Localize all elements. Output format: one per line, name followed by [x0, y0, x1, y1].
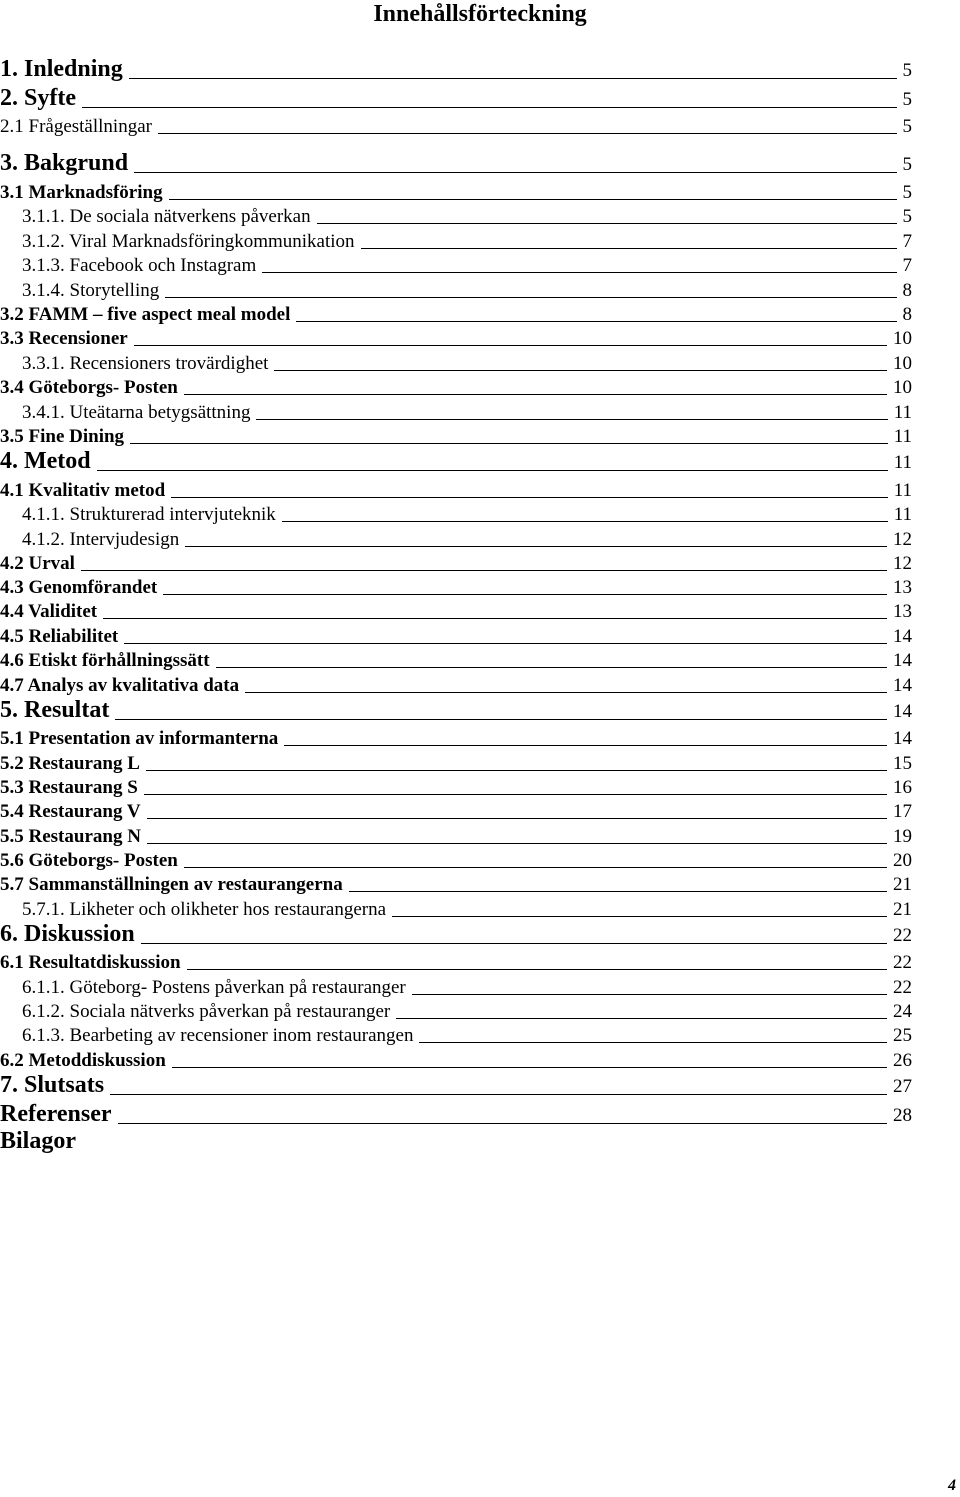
toc-entry[interactable]: [0, 348, 912, 374]
toc-leader-line: [158, 132, 897, 134]
toc-entry-page: 10: [893, 328, 912, 349]
toc-leader-line: [296, 320, 896, 322]
toc-entry[interactable]: [0, 177, 912, 203]
page-number: 4: [948, 1477, 956, 1494]
toc-entry[interactable]: [0, 596, 912, 622]
toc-entry-label: 4.1 Kvalitativ metod: [0, 480, 166, 501]
toc-leader-line: [124, 642, 887, 644]
toc-entry-page: 11: [893, 480, 912, 501]
toc-leader-line: [256, 418, 887, 420]
toc-leader-line: [172, 1066, 887, 1068]
toc-entry-label: 5.5 Restaurang N: [0, 826, 141, 847]
toc-entry-label: 3.4.1. Uteätarna betygsättning: [22, 402, 251, 423]
toc-entry[interactable]: [0, 548, 912, 574]
toc-leader-line: [171, 496, 888, 498]
toc-entry-label: 4.6 Etiskt förhållningssätt: [0, 650, 210, 671]
toc-entry[interactable]: [0, 947, 912, 973]
toc-entry[interactable]: [0, 796, 912, 822]
toc-leader-line: [274, 369, 887, 371]
toc-entry[interactable]: [0, 697, 912, 723]
toc-entry[interactable]: [0, 397, 912, 423]
toc-entry-page: 13: [893, 601, 912, 622]
toc-entry-page: 8: [902, 304, 912, 325]
toc-leader-line: [169, 198, 897, 200]
toc-leader-line: [419, 1041, 887, 1043]
toc-entry-page: 20: [893, 850, 912, 871]
toc-entry-bilagor[interactable]: Bilagor: [0, 1128, 76, 1154]
toc-entry-page: 25: [893, 1025, 912, 1046]
toc-entry-page: 7: [902, 255, 912, 276]
toc-entry-page: 27: [893, 1076, 912, 1097]
toc-leader-line: [141, 942, 887, 944]
toc-entry-label: 5.1 Presentation av informanterna: [0, 728, 279, 749]
toc-leader-line: [184, 866, 887, 868]
toc-entry-page: 10: [893, 377, 912, 398]
toc-entry-page: 5: [902, 116, 912, 137]
toc-entry-page: 5: [902, 60, 912, 81]
toc-entry[interactable]: [0, 1072, 912, 1098]
toc-entry-page: 14: [893, 728, 912, 749]
toc-entry-page: 11: [893, 426, 912, 447]
toc-entry-page: 11: [893, 504, 912, 525]
toc-leader-line: [262, 271, 896, 273]
toc-entry[interactable]: [0, 524, 912, 550]
toc-leader-line: [97, 469, 888, 471]
toc-entry[interactable]: [0, 299, 912, 325]
toc-entry-label: 5.7.1. Likheter och olikheter hos restaurangerna: [22, 899, 387, 920]
toc-leader-line: [115, 718, 887, 720]
toc-entry[interactable]: [0, 972, 912, 998]
toc-entry-label: 3.1 Marknadsföring: [0, 182, 163, 203]
toc-leader-line: [163, 593, 887, 595]
toc-entry[interactable]: [0, 748, 912, 774]
toc-leader-line: [349, 890, 887, 892]
toc-entry-label: 6. Diskussion: [0, 921, 135, 947]
toc-entry[interactable]: [0, 475, 912, 501]
toc-entry-label: 5.4 Restaurang V: [0, 801, 141, 822]
toc-entry[interactable]: [0, 869, 912, 895]
toc-leader-line: [82, 106, 897, 108]
toc-entry-label: 3.1.4. Storytelling: [22, 280, 160, 301]
toc-entry-label: 3. Bakgrund: [0, 150, 129, 176]
page-title: Innehållsförteckning: [373, 1, 587, 27]
toc-entry-page: 16: [893, 777, 912, 798]
toc-entry-page: 5: [902, 182, 912, 203]
toc-entry-label: 6.1 Resultatdiskussion: [0, 952, 181, 973]
toc-entry[interactable]: [0, 645, 912, 671]
toc-entry-label: 5.3 Restaurang S: [0, 777, 138, 798]
toc-entry[interactable]: [0, 111, 912, 137]
toc-entry-page: 7: [902, 231, 912, 252]
toc-entry-label: 3.1.2. Viral Marknadsföringkommunikation: [22, 231, 355, 252]
toc-entry[interactable]: [0, 421, 912, 447]
toc-leader-line: [317, 222, 897, 224]
toc-entry[interactable]: [0, 275, 912, 301]
toc-entry-page: 5: [902, 206, 912, 227]
toc-entry-label: 3.1.3. Facebook och Instagram: [22, 255, 257, 276]
toc-entry-page: 24: [893, 1001, 912, 1022]
toc-entry-label: 3.2 FAMM – five aspect meal model: [0, 304, 291, 325]
toc-entry-label: 5. Resultat: [0, 697, 110, 723]
toc-entry[interactable]: [0, 670, 912, 696]
toc-entry-page: 15: [893, 753, 912, 774]
toc-entry-page: 11: [893, 402, 912, 423]
toc-entry[interactable]: [0, 56, 912, 82]
toc-entry[interactable]: [0, 323, 912, 349]
toc-entry[interactable]: [0, 723, 912, 749]
toc-entry-label: 4.3 Genomförandet: [0, 577, 158, 598]
toc-entry-label: 2.1 Frågeställningar: [0, 116, 152, 137]
toc-entry[interactable]: [0, 621, 912, 647]
toc-leader-line: [245, 691, 887, 693]
toc-entry-page: 14: [893, 701, 912, 722]
toc-entry-label: 4. Metod: [0, 448, 91, 474]
toc-entry-page: 22: [893, 977, 912, 998]
toc-entry-label: 2. Syfte: [0, 85, 76, 111]
toc-entry[interactable]: [0, 372, 912, 398]
toc-entry[interactable]: [0, 1045, 912, 1071]
toc-entry-page: 28: [893, 1105, 912, 1126]
toc-entry[interactable]: [0, 894, 912, 920]
toc-entry-page: 21: [893, 874, 912, 895]
toc-entry-label: 3.3 Recensioner: [0, 328, 128, 349]
toc-leader-line: [146, 769, 887, 771]
toc-entry[interactable]: [0, 85, 912, 111]
toc-entry-page: 14: [893, 626, 912, 647]
toc-entry-label: 6.1.1. Göteborg- Postens påverkan på restauranger: [22, 977, 406, 998]
toc-entry-label: 5.2 Restaurang L: [0, 753, 140, 774]
toc-leader-line: [396, 1017, 887, 1019]
toc-entry[interactable]: [0, 572, 912, 598]
toc-entry-label: 5.7 Sammanställningen av restaurangerna: [0, 874, 343, 895]
toc-leader-line: [216, 666, 887, 668]
toc-entry-label: 3.3.1. Recensioners trovärdighet: [22, 353, 269, 374]
toc-entry-label: 7. Slutsats: [0, 1072, 105, 1098]
toc-leader-line: [147, 842, 887, 844]
toc-entry-page: 10: [893, 353, 912, 374]
toc-entry-label: 4.7 Analys av kvalitativa data: [0, 675, 240, 696]
toc-entry[interactable]: [0, 499, 912, 525]
toc-leader-line: [103, 617, 887, 619]
toc-leader-line: [412, 993, 887, 995]
toc-entry-page: 22: [893, 925, 912, 946]
toc-entry-label: 6.2 Metoddiskussion: [0, 1050, 166, 1071]
toc-entry-page: 22: [893, 952, 912, 973]
toc-entry-label: 6.1.2. Sociala nätverks påverkan på restauranger: [22, 1001, 391, 1022]
toc-entry[interactable]: [0, 201, 912, 227]
toc-entry-label: 4.5 Reliabilitet: [0, 626, 119, 647]
toc-entry-page: 26: [893, 1050, 912, 1071]
toc-entry-label: 1. Inledning: [0, 56, 123, 82]
toc-entry-label: Referenser: [0, 1101, 112, 1127]
toc-entry-label: 3.1.1. De sociala nätverkens påverkan: [22, 206, 311, 227]
toc-entry-page: 21: [893, 899, 912, 920]
toc-entry[interactable]: [0, 996, 912, 1022]
toc-leader-line: [284, 744, 887, 746]
toc-entry[interactable]: [0, 226, 912, 252]
toc-entry-label: 3.5 Fine Dining: [0, 426, 125, 447]
toc-entry[interactable]: [0, 921, 912, 947]
toc-entry-page: 13: [893, 577, 912, 598]
toc-entry-label: 6.1.3. Bearbeting av recensioner inom restaurangen: [22, 1025, 414, 1046]
toc-leader-line: [134, 171, 896, 173]
toc-leader-line: [118, 1122, 888, 1124]
toc-entry[interactable]: [0, 845, 912, 871]
toc-leader-line: [147, 817, 887, 819]
toc-leader-line: [165, 296, 896, 298]
toc-leader-line: [81, 569, 887, 571]
toc-entry-page: 11: [893, 452, 912, 473]
toc-leader-line: [392, 915, 887, 917]
toc-entry-page: 12: [893, 553, 912, 574]
toc-entry-page: 5: [902, 154, 912, 175]
toc-entry-page: 14: [893, 675, 912, 696]
toc-entry-page: 19: [893, 826, 912, 847]
toc-leader-line: [134, 344, 887, 346]
toc-leader-line: [361, 247, 897, 249]
toc-entry-label: 4.1.2. Intervjudesign: [22, 529, 180, 550]
toc-entry[interactable]: [0, 772, 912, 798]
toc-entry-label: 3.4 Göteborgs- Posten: [0, 377, 178, 398]
toc-entry-label: 4.1.1. Strukturerad intervjuteknik: [22, 504, 276, 525]
toc-entry[interactable]: [0, 250, 912, 276]
toc-leader-line: [130, 442, 888, 444]
toc-entry-label: 5.6 Göteborgs- Posten: [0, 850, 178, 871]
toc-entry[interactable]: [0, 821, 912, 847]
toc-entry-page: 8: [902, 280, 912, 301]
toc-entry[interactable]: [0, 448, 912, 474]
toc-leader-line: [185, 545, 887, 547]
toc-leader-line: [282, 520, 888, 522]
toc-entry[interactable]: [0, 150, 912, 176]
toc-entry-label: 4.2 Urval: [0, 553, 75, 574]
toc-entry-page: 12: [893, 529, 912, 550]
toc-leader-line: [110, 1093, 887, 1095]
toc-leader-line: [144, 793, 887, 795]
toc-entry-label: 4.4 Validitet: [0, 601, 98, 622]
toc-entry-page: 14: [893, 650, 912, 671]
toc-entry[interactable]: [0, 1020, 912, 1046]
toc-leader-line: [187, 968, 887, 970]
toc-leader-line: [184, 393, 887, 395]
toc-entry[interactable]: [0, 1101, 912, 1127]
toc-entry-page: 5: [902, 89, 912, 110]
toc-entry-page: 17: [893, 801, 912, 822]
toc-leader-line: [129, 77, 897, 79]
